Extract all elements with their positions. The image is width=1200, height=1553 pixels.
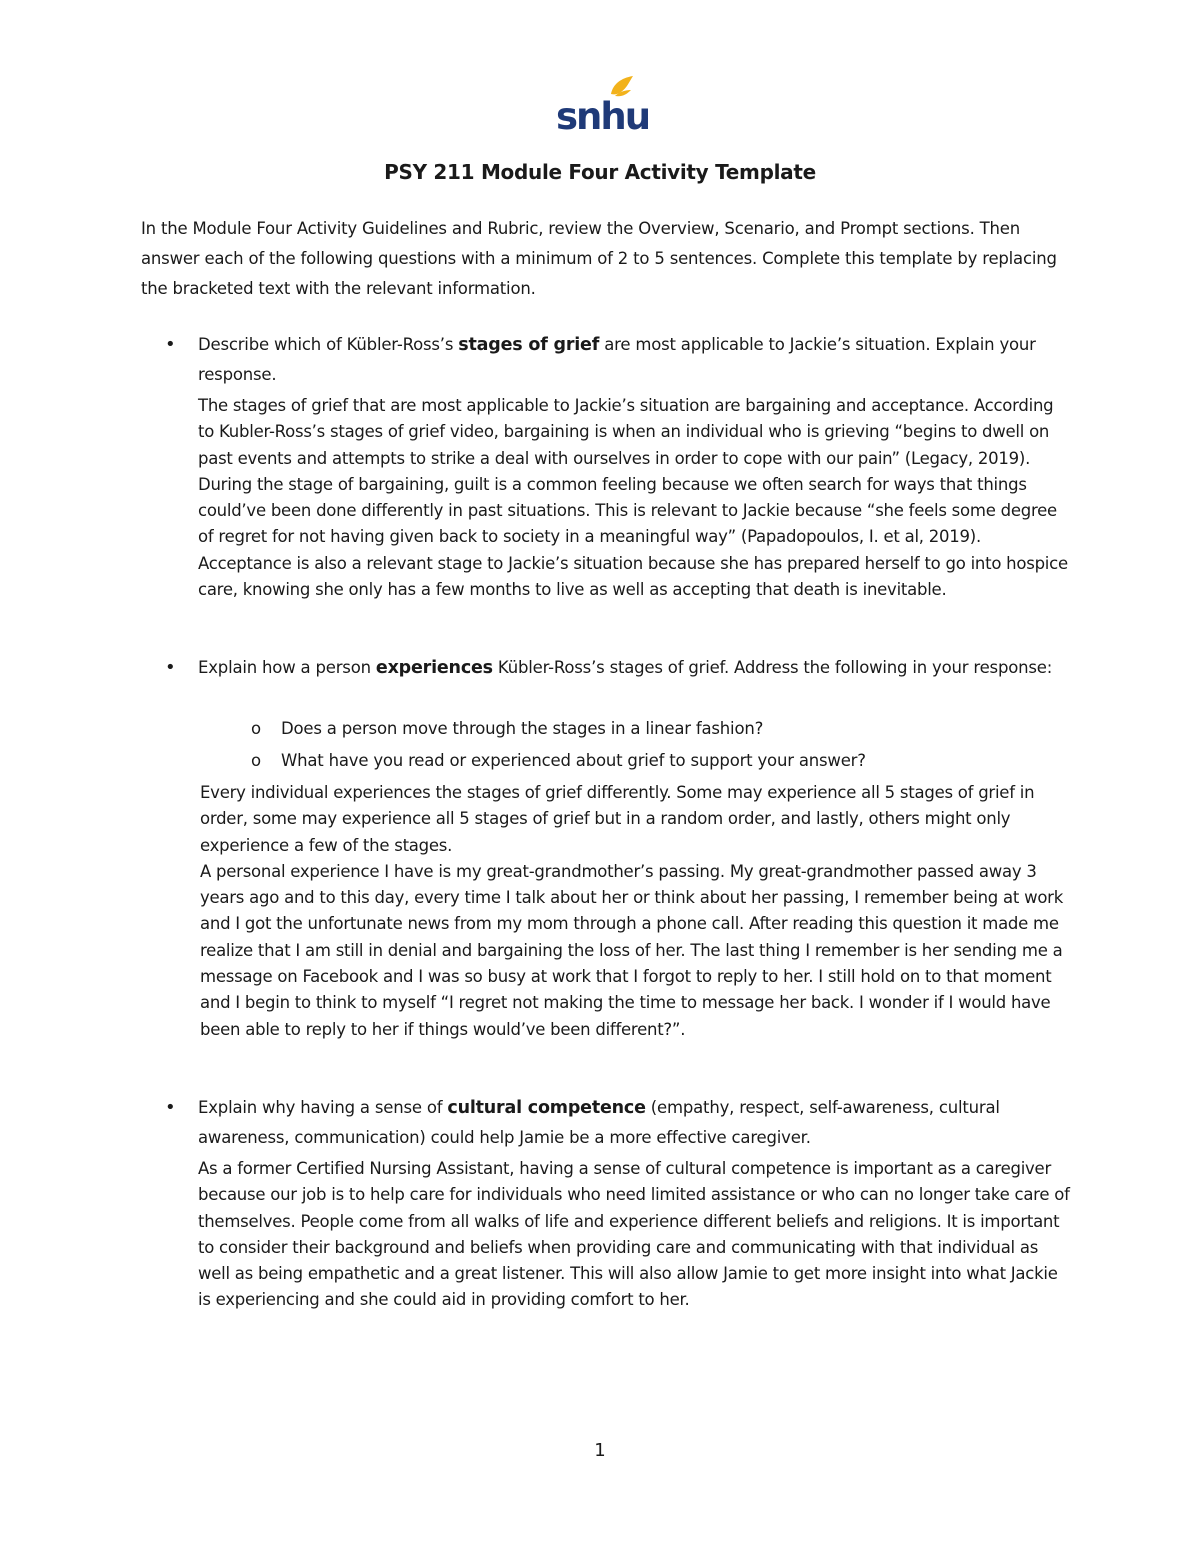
snhu-logo	[555, 72, 650, 138]
answer-2-paragraph: Every individual experiences the stages of grief differently. Some may experience all 5 stages of grief in order, some may experience all 5 stages of grief but in a random order, and lastly, others might only experience a few of the stages.	[200, 783, 1035, 855]
answer-3-paragraph: As a former Certified Nursing Assistant, having a sense of cultural competence is important as a caregiver because our job is to help care for individuals who need limited assistance or who can no longer take care of themselves. People come from all walks of life and experience different beliefs and religions. It is important to consider their background and beliefs when providing care and communicating with that individual as well as being empathetic and a great listener. This will also allow Jamie to get more insight into what Jackie is experiencing and she could aid in providing comfort to her.	[198, 1159, 1070, 1310]
question-2-keyword: experiences	[375, 658, 493, 678]
logo-text: snhu	[556, 95, 650, 138]
answer-3	[198, 1156, 1073, 1314]
bullet-marker: •	[165, 334, 176, 355]
sub-bullet-marker: o	[251, 719, 261, 738]
answer-1	[198, 393, 1073, 603]
question-1-post: are most applicable to Jackie’s situation. Explain your response.	[198, 335, 1036, 384]
sub-item-text: What have you read or experienced about grief to support your answer?	[281, 751, 866, 770]
question-2-pre: Explain how a person	[198, 658, 376, 677]
question-3-post: (empathy, respect, self-awareness, cultural awareness, communication) could help Jamie be a more effective caregiver.	[198, 1098, 1000, 1147]
question-1	[198, 330, 1078, 390]
answer-2-paragraph: A personal experience I have is my great-grandmother’s passing. My great-grandmother passed away 3 years ago and to this day, every time I talk about her or think about her passing, I remember being at work and I got the unfortunate news from my mom through a phone call. After reading this question it made me realize that I am still in denial and bargaining the loss of her. The last thing I remember is her sending me a message on Facebook and I was so busy at work that I forgot to reply to her. I still hold on to that moment and I begin to think to myself “I regret not making the time to message her back. I wonder if I would have been able to reply to her if things would’ve been different?”.	[200, 861, 1064, 1039]
sub-bullet-marker: o	[251, 751, 261, 770]
question-3-pre: Explain why having a sense of	[198, 1098, 448, 1117]
question-1-keyword: stages of grief	[458, 335, 600, 355]
answer-1-paragraph: The stages of grief that are most applicable to Jackie’s situation are bargaining and acceptance. According to Kubler-Ross’s stages of grief video, bargaining is when an individual who is grieving “begins to dwell on past events and attempts to strike a deal with ourselves in order to cope with our pain” (Legacy, 2019). During the stage of bargaining, guilt is a common feeling because we often search for ways that things could’ve been done differently in past situations. This is relevant to Jackie because “she feels some degree of regret for not having given back to society in a meaningful way” (Papadopoulos, I. et al, 2019). Acceptance is also a relevant stage to Jackie’s situation because she has prepared herself to go into hospice care, knowing she only has a few months to live as well as accepting that death is inevitable.	[198, 396, 1068, 600]
question-3	[198, 1093, 1078, 1153]
answer-2	[200, 780, 1075, 1043]
bullet-marker: •	[165, 1097, 176, 1118]
question-1-pre: Describe which of Kübler-Ross’s	[198, 335, 459, 354]
intro-paragraph: In the Module Four Activity Guidelines and Rubric, review the Overview, Scenario, and Prompt sections. Then answer each of the following questions with a minimum of 2 to 5 sentences. Complete this template by replacing the bracketed text with the relevant information.	[141, 219, 1057, 298]
question-3-keyword: cultural competence	[447, 1098, 646, 1118]
page-number: 1	[594, 1440, 606, 1461]
question-2	[198, 653, 1078, 683]
document-title: PSY 211 Module Four Activity Template	[384, 160, 816, 184]
bullet-marker: •	[165, 657, 176, 678]
sub-item-text: Does a person move through the stages in a linear fashion?	[281, 719, 764, 738]
question-2-post: Kübler-Ross’s stages of grief. Address the following in your response:	[492, 658, 1053, 677]
